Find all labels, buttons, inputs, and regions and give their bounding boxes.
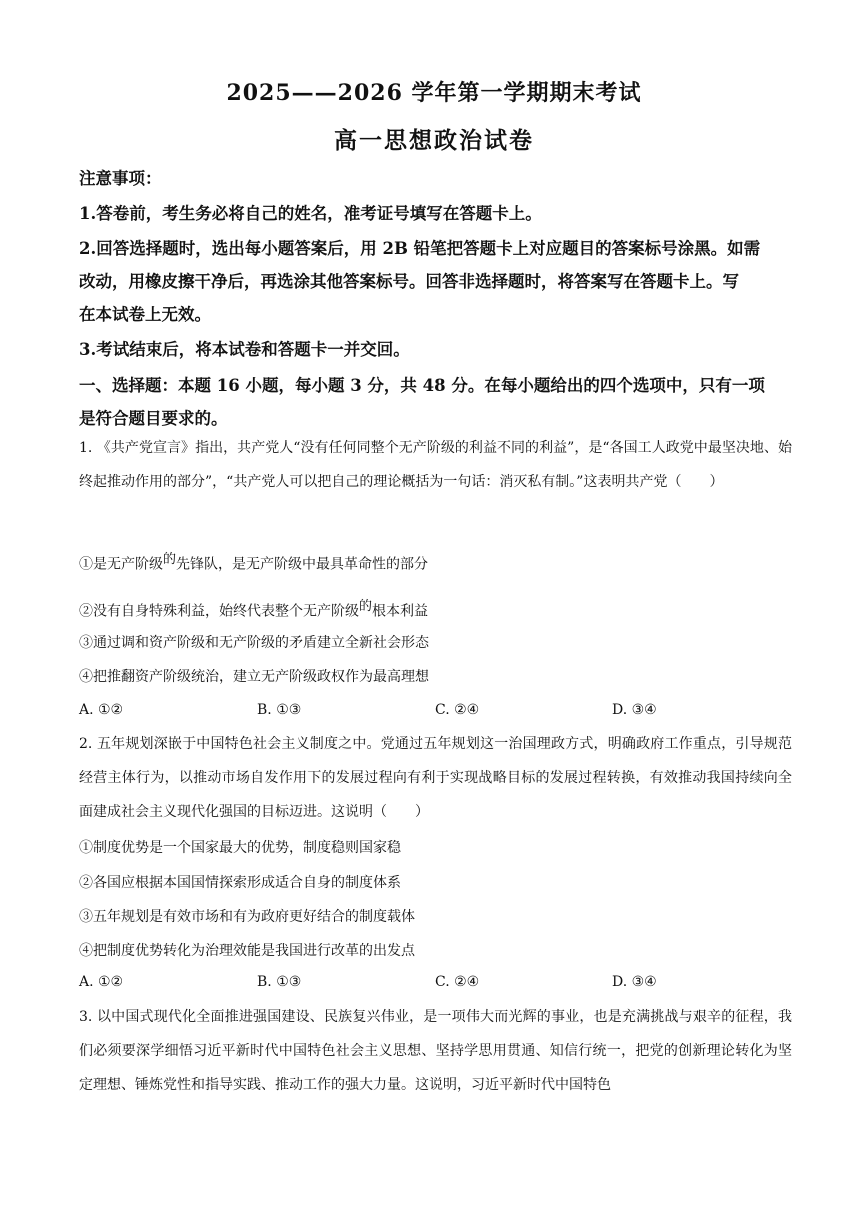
notice-item-2-line-1: 2.回答选择题时，选出每小题答案后，用 2B 铅笔把答题卡上对应题目的答案标号涂黑。如需 — [79, 239, 761, 258]
choice-a: A. ①② — [79, 974, 124, 990]
question-2-option-1: ①制度优势是一个国家最大的优势，制度稳则国家稳 — [79, 840, 401, 856]
section-1-instruction-line-1: 一、选择题：本题 16 小题，每小题 3 分，共 48 分。在每小题给出的四个选项中，只有一项 — [79, 376, 765, 395]
question-2-stem: 2. 五年规划深嵌于中国特色社会主义制度之中。党通过五年规划这一治国理政方式，明确政府工作重点，引导规范经营主体行为，以推动市场自发作用下的发展过程向有利于实现战略目标的发展过程转换，有效推动我国持续向全面建成社会主义现代化强国的目标迈进。这说明（ ） — [79, 736, 792, 820]
choice-c: C. ②④ — [435, 702, 480, 718]
choice-a: A. ①② — [79, 702, 124, 718]
question-3-stem: 3. 以中国式现代化全面推进强国建设、民族复兴伟业，是一项伟大而光辉的事业，也是充满挑战与艰辛的征程，我们必须要深学细悟习近平新时代中国特色社会主义思想、坚持学思用贯通、知信行统一，把党的创新理论转化为坚定理想、锤炼党性和指导实践、推动工作的强大力量。这说明，习近平新时代中国特色 — [79, 1009, 792, 1093]
notice-item-2-line-3: 在本试卷上无效。 — [79, 305, 211, 324]
notice-item-1: 1.答卷前，考生务必将自己的姓名，准考证号填写在答题卡上。 — [79, 204, 542, 223]
question-1-stem: 1. 《共产党宣言》指出，共产党人“没有任何同整个无产阶级的利益不同的利益”，是“各国工人政党中最坚决地、始终起推动作用的部分”，“共产党人可以把自己的理论概括为一句话：消灭私有制。”这表明共产党（ ） — [79, 440, 792, 490]
option-text: ①是无产阶级 — [79, 556, 163, 573]
question-1-option-2 — [79, 595, 428, 621]
choice-c: C. ②④ — [435, 974, 480, 990]
question-1-option-1 — [79, 548, 428, 574]
question-2-option-3: ③五年规划是有效市场和有为政府更好结合的制度载体 — [79, 909, 415, 925]
option-text: 先锋队，是无产阶级中最具革命性的部分 — [176, 556, 429, 573]
section-1-instruction-line-2: 是符合题目要求的。 — [79, 409, 228, 428]
exam-title: 2025——2026 学年第一学期期末考试 — [226, 80, 642, 106]
choice-d: D. ③④ — [612, 702, 657, 718]
choice-b: B. ①③ — [257, 702, 302, 718]
notice-heading: 注意事项： — [79, 169, 162, 188]
question-2-option-4: ④把制度优势转化为治理效能是我国进行改革的出发点 — [79, 943, 415, 959]
option-text: ②没有自身特殊利益，始终代表整个无产阶级 — [79, 603, 359, 620]
superscript-char: 的 — [163, 552, 177, 567]
choice-d: D. ③④ — [612, 974, 657, 990]
question-1-option-4: ④把推翻资产阶级统治，建立无产阶级政权作为最高理想 — [79, 669, 429, 685]
notice-item-3: 3.考试结束后，将本试卷和答题卡一并交回。 — [79, 340, 410, 359]
question-1-option-3: ③通过调和资产阶级和无产阶级的矛盾建立全新社会形态 — [79, 635, 429, 651]
notice-item-2-line-2: 改动，用橡皮擦干净后，再选涂其他答案标号。回答非选择题时，将答案写在答题卡上。写 — [79, 272, 739, 291]
superscript-char: 的 — [359, 599, 373, 614]
exam-subtitle: 高一思想政治试卷 — [334, 127, 534, 154]
choice-b: B. ①③ — [257, 974, 302, 990]
question-2-option-2: ②各国应根据本国国情探索形成适合自身的制度体系 — [79, 875, 401, 891]
option-text: 根本利益 — [372, 603, 429, 620]
